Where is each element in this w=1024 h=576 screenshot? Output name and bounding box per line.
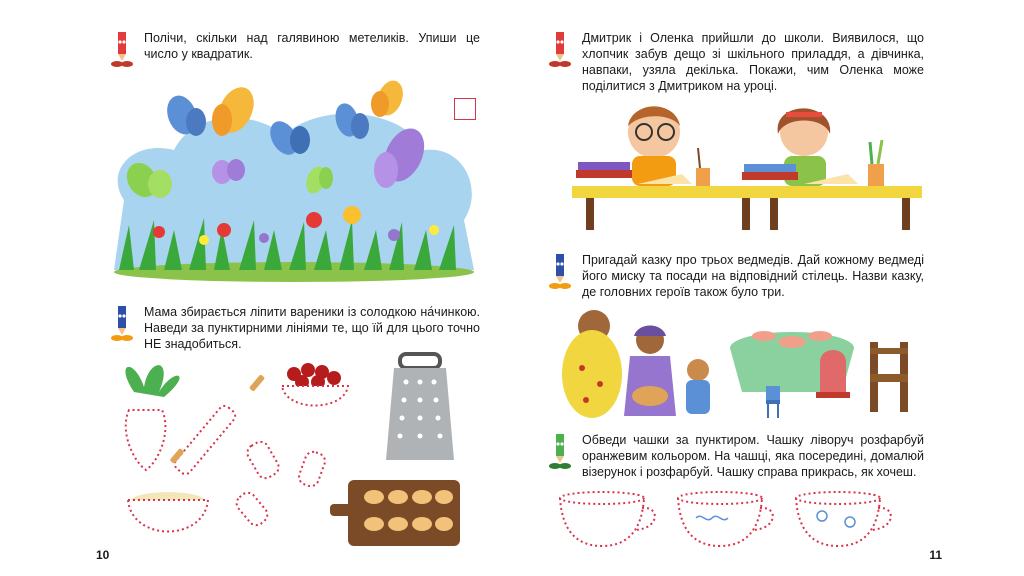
baby-bear-icon	[686, 359, 710, 414]
butterfly-icon	[371, 77, 407, 119]
pencil-mascot-icon	[546, 30, 574, 70]
page-number: 11	[929, 548, 942, 562]
cherry-bowl-icon[interactable]	[282, 363, 348, 406]
task-count-butterflies	[108, 30, 480, 70]
varenyky-board-icon[interactable]	[330, 480, 460, 546]
task-three-bears	[546, 252, 924, 300]
kitchen-items-illustration	[104, 352, 474, 548]
flour-bowl-icon[interactable]	[128, 492, 208, 532]
task-varenyky	[108, 304, 480, 352]
task-text: Обведи чашки за пунктиром. Чашку ліворуч розфарбуй оранжевим кольором. На чашці, яка посередині, домалюй візерунок і розфарбуй. Чашку справа прикрась, як хочеш.	[582, 433, 924, 479]
candy-icon[interactable]	[233, 439, 327, 529]
butterfly-meadow-illustration	[104, 80, 482, 290]
task-text: Дмитрик і Оленка прийшли до школи. Виявилося, що хлопчик забув дещо зі шкільного приладдя, а дівчинка, навпаки, узяла декілька. Покажи, чим Оленка може поділитися з Дмитриком на уроці.	[582, 31, 924, 93]
pencil-mascot-icon	[108, 30, 136, 70]
task-text: Полічи, скільки над галявиною метеликів. Упиши це число у квадратик.	[144, 31, 480, 61]
task-school-supplies	[546, 30, 924, 94]
beet-icon[interactable]	[125, 365, 179, 470]
cup-right-icon[interactable]	[796, 492, 891, 546]
mother-bear-icon	[624, 326, 676, 417]
pencil-mascot-icon	[108, 304, 136, 344]
task-text: Пригадай казку про трьох ведмедів. Дай кожному ведмеді його миску та посади на відповідний стілець. Назви казку, де головних героїв також було три.	[582, 253, 924, 299]
right-page	[512, 0, 1024, 576]
cup-left-icon[interactable]	[560, 492, 655, 546]
boy-icon	[628, 106, 680, 186]
book-stack-icon	[576, 162, 798, 180]
father-bear-icon	[562, 310, 622, 418]
rolling-pin-icon[interactable]	[170, 374, 266, 476]
butterfly-icon	[162, 91, 206, 138]
three-bears-illustration	[552, 308, 924, 426]
page-number: 10	[96, 548, 110, 562]
grater-icon[interactable]	[386, 354, 454, 460]
pencil-mascot-icon	[546, 432, 574, 472]
task-text: Мама збирається ліпити вареники із солодкою на́чинкою. Наведи за пунктирними лініями те, що їй для цього точно НЕ знадобиться.	[144, 305, 480, 351]
cups-tracing	[556, 490, 926, 552]
school-children-illustration	[572, 100, 922, 232]
task-cups	[546, 432, 924, 480]
pencil-mascot-icon	[546, 252, 574, 292]
cup-middle-icon[interactable]	[678, 492, 773, 546]
